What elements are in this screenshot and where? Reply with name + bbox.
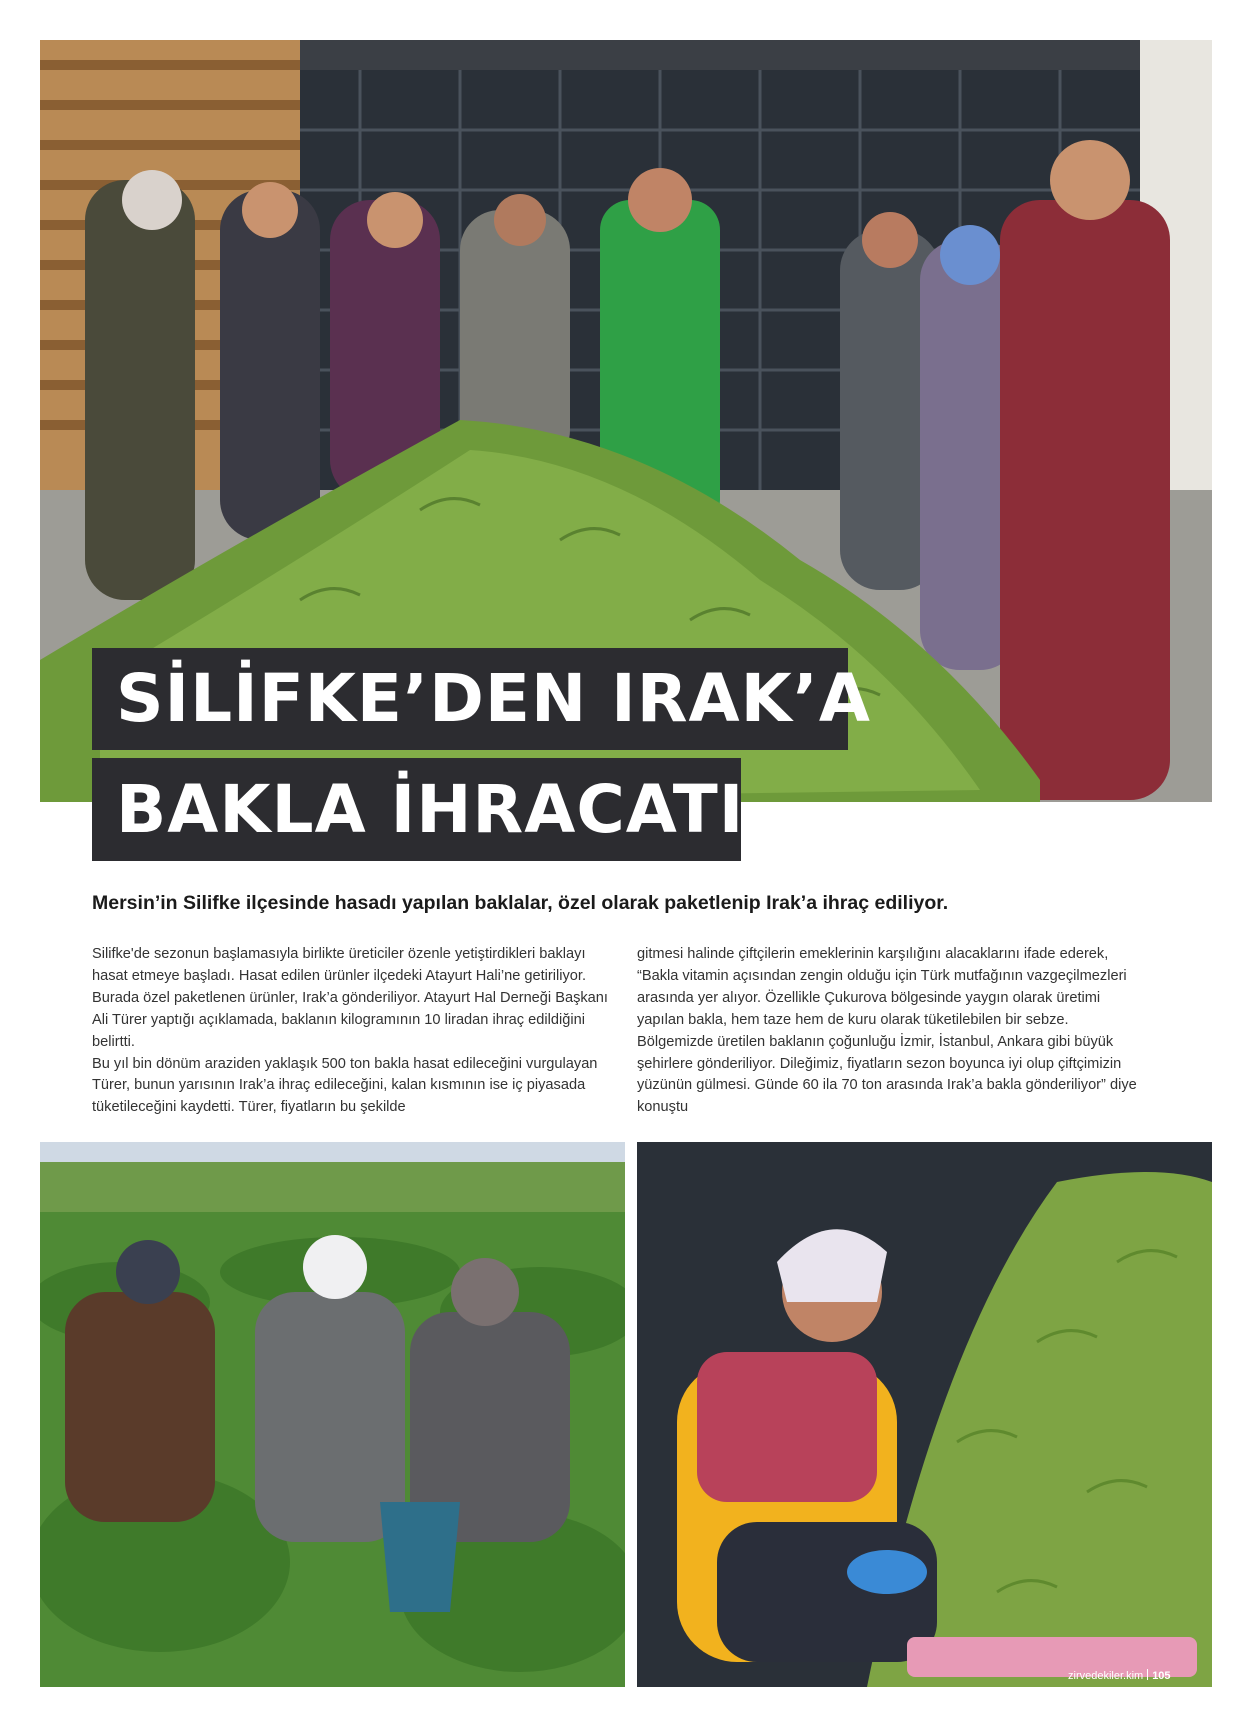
paragraph: Bu yıl bin dönüm araziden yaklaşık 500 ton bakla hasat edileceğini vurgulayan Türer, bunun yarısının Irak’a ihraç edileceğini, kalan kısmının ise iç piyasada tüketileceğini kaydetti. Türer, fiyatların bu şekilde xyxy=(92,1055,598,1116)
body-column-right xyxy=(637,944,1137,1119)
paragraph: gitmesi halinde çiftçilerin emeklerinin karşılığını alacaklarını ifade ederek, “Bakla vitamin açısından zengin olduğu için Türk mutfağının vazgeçilmezleri arasında yer alıyor. Özellikle Çukurova bölgesinde yaygın olarak üretimi yapılan bakla, hem taze hem de kuru olarak tüketilebilen bir sebze. Bölgemizde üretilen baklanın çoğunluğu İzmir, İstanbul, Ankara gibi büyük şehirlere gönderiliyor. Dileğimiz, fiyatların sezon boyunca iyi olup çiftçimizin yüzünün gülmesi. Günde 60 ila 70 ton arasında Irak’a bakla gönderiliyor” diye konuştu xyxy=(637,946,1137,1116)
woman-with-beans-photo xyxy=(637,1142,1212,1687)
page-footer xyxy=(1068,1668,1171,1684)
title-line-1: SİLİFKE’DEN IRAK’A xyxy=(92,648,848,750)
footer-separator xyxy=(1147,1669,1148,1680)
field-harvest-photo xyxy=(40,1142,625,1687)
body-column-left xyxy=(92,944,618,1119)
subtitle: Mersin’in Silifke ilçesinde hasadı yapılan baklalar, özel olarak paketlenip Irak’a ihraç ediliyor. xyxy=(92,892,949,914)
title-line-2: BAKLA İHRACATI xyxy=(92,758,741,861)
page-number: 105 xyxy=(1152,1670,1171,1682)
paragraph: Silifke'de sezonun başlamasıyla birlikte üreticiler özenle yetiştirdikleri baklayı hasat etmeye başladı. Hasat edilen ürünler ilçedeki Atayurt Hali’ne getiriliyor. Burada özel paketlenen ürünler, Irak’a gönderiliyor. Atayurt Hal Derneği Başkanı Ali Türer yaptığı açıklamada, baklanın kilogramının 10 liradan ihraç edildiğini belirtti. xyxy=(92,946,608,1050)
footer-site: zirvedekiler.kim xyxy=(1068,1670,1144,1682)
